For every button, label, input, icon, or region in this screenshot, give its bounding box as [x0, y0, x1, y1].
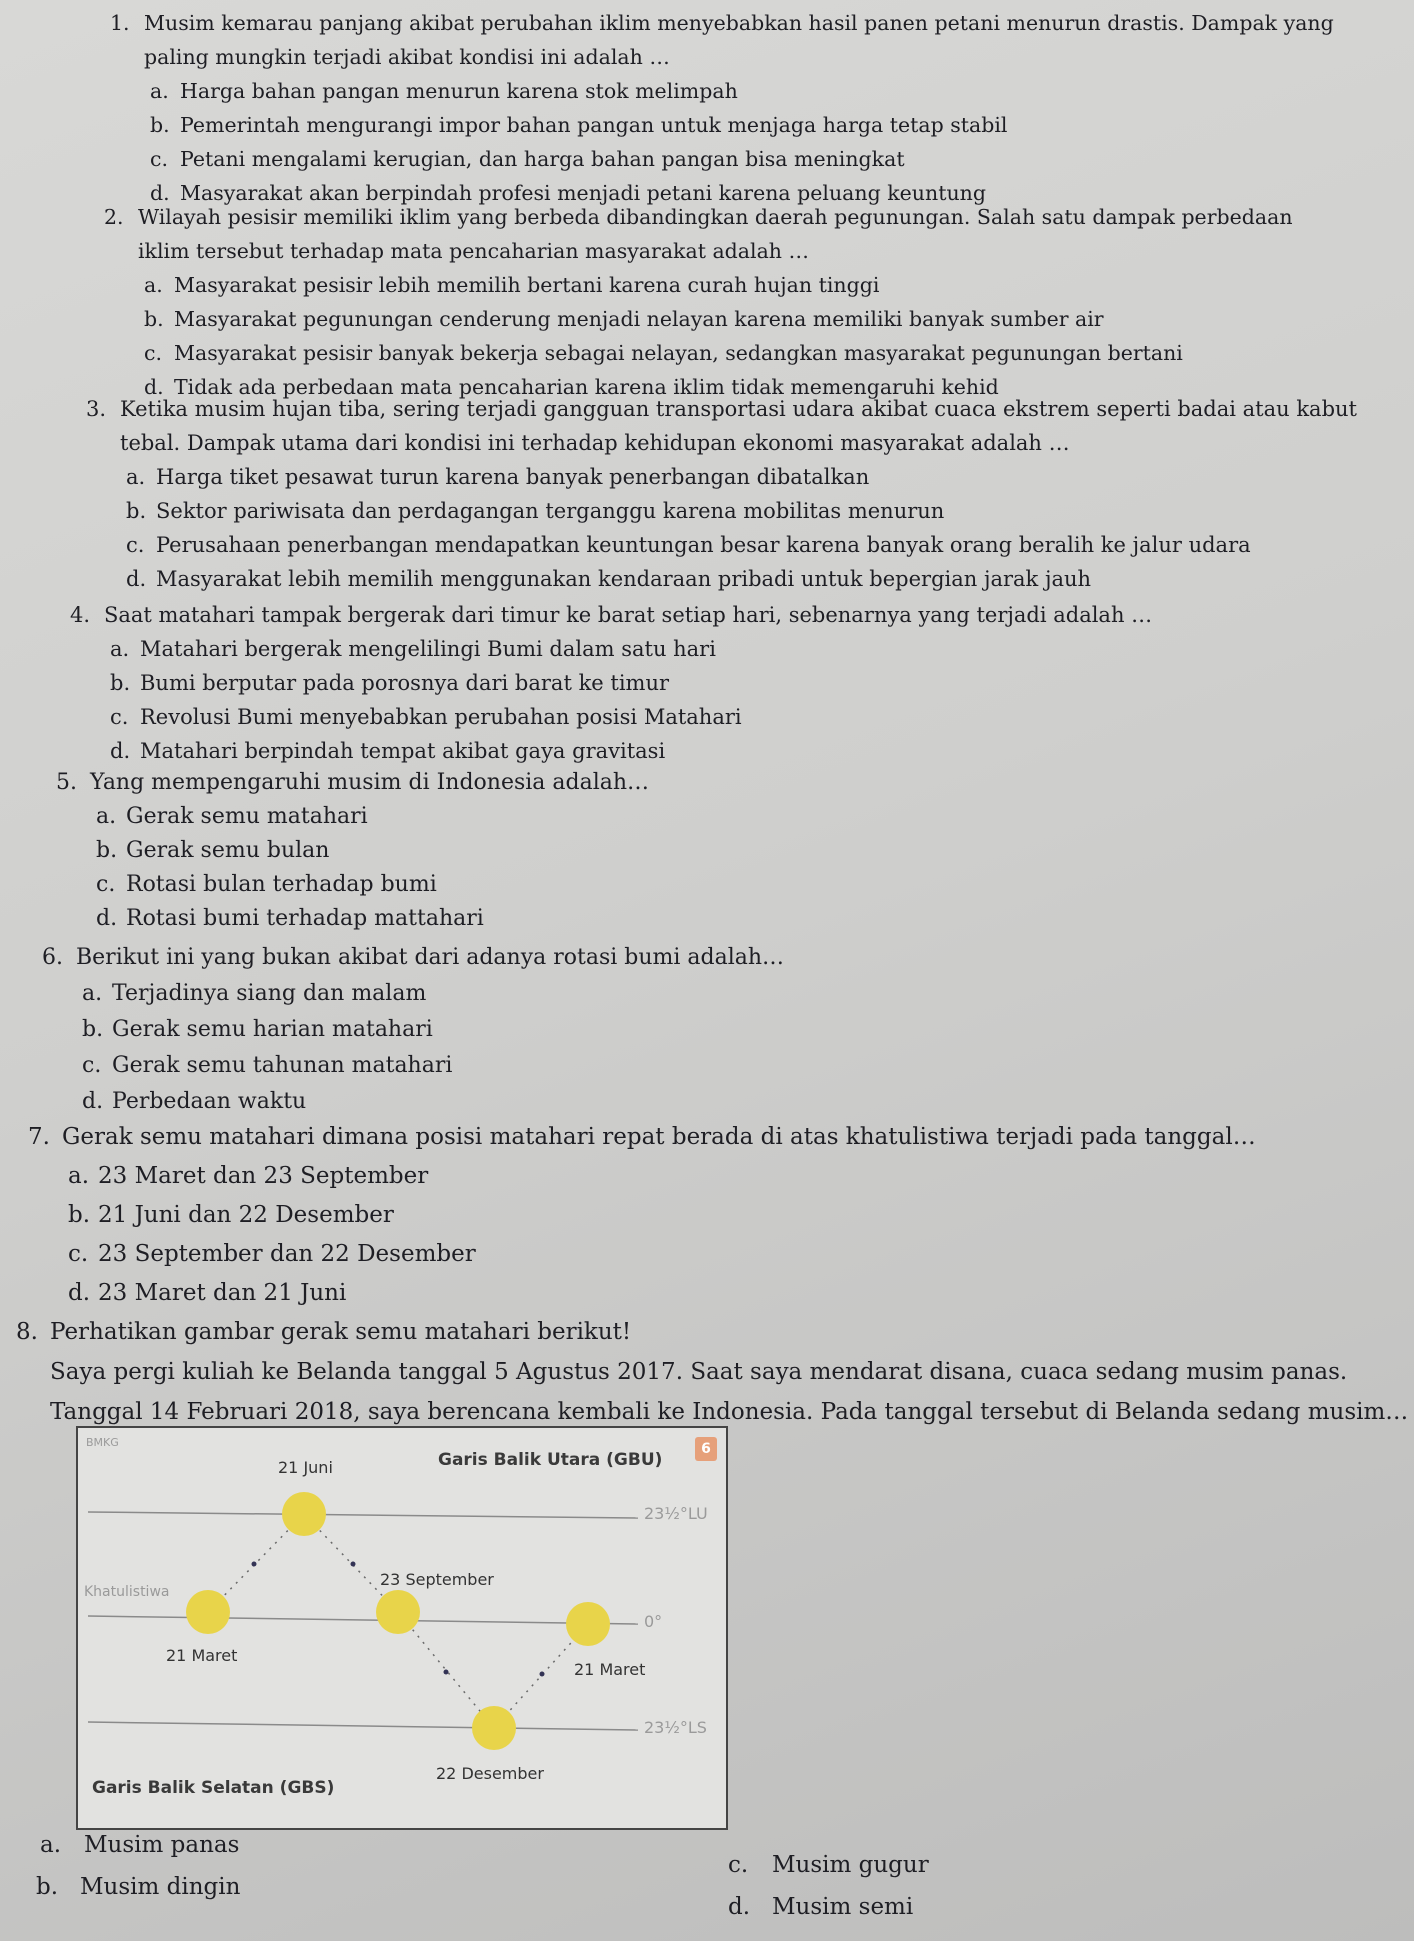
label-khatulistiwa: Khatulistiwa — [84, 1584, 170, 1600]
option-a[interactable]: a. Harga tiket pesawat turun karena banyak penerbangan dibatalkan — [126, 465, 870, 489]
option-a[interactable]: a. Masyarakat pesisir lebih memilih bertani karena curah hujan tinggi — [144, 273, 880, 297]
option-c[interactable]: c. 23 September dan 22 Desember — [68, 1241, 476, 1267]
question-5 — [56, 766, 649, 936]
path-dot — [252, 1562, 257, 1567]
option-d[interactable]: d. Rotasi bumi terhadap mattahari — [96, 906, 484, 931]
option-b[interactable]: b. 21 Juni dan 22 Desember — [68, 1202, 394, 1228]
question-text: Wilayah pesisir memiliki iklim yang berbeda dibandingkan daerah pegunungan. Salah satu dampak perbedaan — [138, 205, 1293, 229]
question-4 — [70, 598, 1152, 768]
option-b[interactable]: b. Gerak semu harian matahari — [82, 1017, 433, 1042]
question-number: 1. — [110, 11, 130, 35]
question-3 — [86, 392, 1357, 596]
option-c[interactable]: c. Petani mengalami kerugian, dan harga bahan pangan bisa meningkat — [150, 147, 905, 171]
question-number: 3. — [86, 397, 107, 421]
q8-option-d[interactable]: d. Musim semi — [728, 1894, 914, 1920]
sun-motion-figure — [76, 1426, 728, 1830]
sun-21-maret-left — [186, 1590, 230, 1634]
question-text: Gerak semu matahari dimana posisi matahari repat berada di atas khatulistiwa terjadi pada tanggal… — [62, 1124, 1256, 1150]
question-1 — [110, 6, 1334, 210]
question-number: 6. — [42, 945, 63, 970]
label-21-juni: 21 Juni — [278, 1458, 333, 1477]
sun-motion-diagram — [78, 1428, 726, 1828]
option-a[interactable]: a. Terjadinya siang dan malam — [82, 981, 427, 1006]
question-text-cont: paling mungkin terjadi akibat kondisi ini adalah … — [144, 45, 670, 69]
question-text: Musim kemarau panjang akibat perubahan iklim menyebabkan hasil panen petani menurun drastis. Dampak yang — [144, 11, 1334, 35]
question-number: 2. — [104, 205, 124, 229]
option-a[interactable]: a. Gerak semu matahari — [96, 804, 368, 829]
option-b[interactable]: b. Sektor pariwisata dan perdagangan terganggu karena mobilitas menurun — [126, 499, 945, 523]
question-number: 4. — [70, 603, 91, 627]
gbs-line — [88, 1722, 638, 1730]
option-d[interactable]: d. Masyarakat lebih memilih menggunakan kendaraan pribadi untuk bepergian jarak jauh — [126, 567, 1092, 591]
question-text: Perhatikan gambar gerak semu matahari berikut! — [50, 1319, 632, 1345]
option-c[interactable]: c. Rotasi bulan terhadap bumi — [96, 872, 437, 897]
option-c[interactable]: c. Gerak semu tahunan matahari — [82, 1053, 453, 1078]
path-dot — [351, 1562, 356, 1567]
sun-23-september — [376, 1590, 420, 1634]
q8-option-a[interactable]: a. Musim panas — [40, 1832, 240, 1858]
option-b[interactable]: b. Gerak semu bulan — [96, 838, 330, 863]
question-8-scenario-1: Saya pergi kuliah ke Belanda tanggal 5 Agustus 2017. Saat saya mendarat disana, cuaca sedang musim panas. — [50, 1359, 1348, 1385]
q8-option-b[interactable]: b. Musim dingin — [36, 1874, 241, 1900]
question-text: Saat matahari tampak bergerak dari timur ke barat setiap hari, sebenarnya yang terjadi adalah … — [104, 603, 1153, 627]
option-d[interactable]: d. Masyarakat akan berpindah profesi menjadi petani karena peluang keuntung — [150, 181, 986, 205]
question-8 — [16, 1312, 1408, 1432]
option-c[interactable]: c. Perusahaan penerbangan mendapatkan keuntungan besar karena banyak orang beralih ke jalur udara — [126, 533, 1251, 557]
option-c[interactable]: c. Masyarakat pesisir banyak bekerja sebagai nelayan, sedangkan masyarakat pegunungan bertani — [144, 341, 1183, 365]
option-b[interactable]: b. Bumi berputar pada porosnya dari barat ke timur — [110, 671, 670, 695]
option-d[interactable]: d. Perbedaan waktu — [82, 1089, 307, 1114]
q8-option-c[interactable]: c. Musim gugur — [728, 1852, 929, 1878]
question-number: 7. — [28, 1124, 50, 1150]
sun-22-desember — [472, 1706, 516, 1750]
equator-line — [88, 1616, 638, 1624]
question-text: Ketika musim hujan tiba, sering terjadi gangguan transportasi udara akibat cuaca ekstrem seperti badai atau kabut — [120, 397, 1357, 421]
label-21-maret-left: 21 Maret — [166, 1646, 238, 1665]
question-text: Berikut ini yang bukan akibat dari adanya rotasi bumi adalah… — [76, 945, 785, 970]
question-number: 8. — [16, 1319, 38, 1345]
option-a[interactable]: a. 23 Maret dan 23 September — [68, 1163, 429, 1189]
question-7 — [28, 1118, 1256, 1313]
label-23-ls: 23½°LS — [644, 1718, 707, 1737]
option-d[interactable]: d. Tidak ada perbedaan mata pencaharian karena iklim tidak memengaruhi kehid — [144, 375, 999, 399]
question-text: Yang mempengaruhi musim di Indonesia adalah… — [90, 770, 650, 795]
option-a[interactable]: a. Harga bahan pangan menurun karena stok melimpah — [150, 79, 738, 103]
path-dot — [444, 1670, 449, 1675]
question-2 — [104, 200, 1293, 404]
label-23-september: 23 September — [380, 1570, 494, 1589]
option-a[interactable]: a. Matahari bergerak mengelilingi Bumi dalam satu hari — [110, 637, 716, 661]
sun-21-maret-right — [566, 1602, 610, 1646]
question-6 — [42, 940, 784, 1120]
question-text-cont: iklim tersebut terhadap mata pencaharian masyarakat adalah … — [138, 239, 810, 263]
option-b[interactable]: b. Pemerintah mengurangi impor bahan pangan untuk menjaga harga tetap stabil — [150, 113, 1008, 137]
label-0-degree: 0° — [644, 1612, 663, 1631]
sun-21-juni — [282, 1492, 326, 1536]
label-gbs: Garis Balik Selatan (GBS) — [92, 1778, 335, 1798]
path-dot — [540, 1672, 545, 1677]
label-21-maret-right: 21 Maret — [574, 1660, 646, 1679]
figure-number-badge: 6 — [695, 1437, 717, 1461]
gbu-line — [88, 1512, 638, 1518]
option-d[interactable]: d. 23 Maret dan 21 Juni — [68, 1280, 347, 1306]
label-gbu: Garis Balik Utara (GBU) — [438, 1450, 663, 1470]
label-22-desember: 22 Desember — [436, 1764, 544, 1783]
question-number: 5. — [56, 770, 77, 795]
option-d[interactable]: d. Matahari berpindah tempat akibat gaya gravitasi — [110, 739, 666, 763]
question-text-cont: tebal. Dampak utama dari kondisi ini terhadap kehidupan ekonomi masyarakat adalah … — [120, 431, 1070, 455]
option-c[interactable]: c. Revolusi Bumi menyebabkan perubahan posisi Matahari — [110, 705, 742, 729]
label-23-lu: 23½°LU — [644, 1504, 708, 1523]
bmkg-logo-text: BMKG — [86, 1436, 119, 1449]
option-b[interactable]: b. Masyarakat pegunungan cenderung menjadi nelayan karena memiliki banyak sumber air — [144, 307, 1104, 331]
question-8-scenario-2: Tanggal 14 Februari 2018, saya berencana kembali ke Indonesia. Pada tanggal tersebut di Belanda sedang musim… — [50, 1399, 1409, 1425]
